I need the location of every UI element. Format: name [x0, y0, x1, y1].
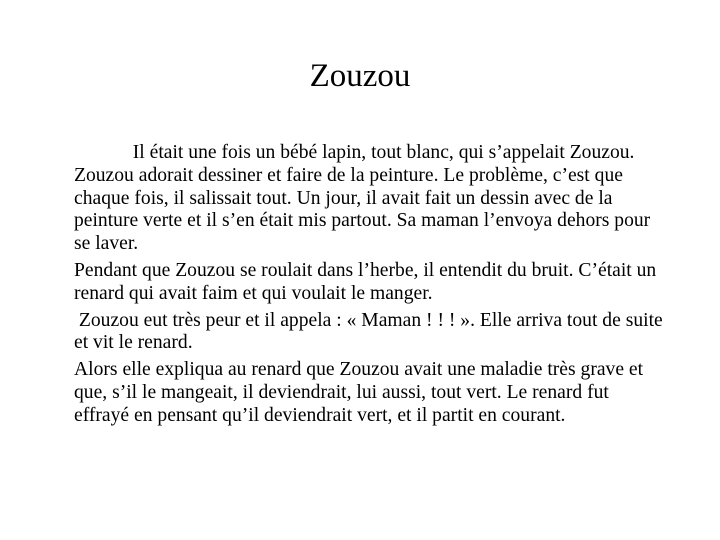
story-text — [74, 142, 668, 432]
story-paragraph: Zouzou eut très peur et il appela : « Maman ! ! ! ». Elle arriva tout de suite et vit le renard. — [74, 309, 668, 354]
story-paragraph: Il était une fois un bébé lapin, tout blanc, qui s’appelait Zouzou. Zouzou adorait dessiner et faire de la peinture. Le problème, c’est que chaque fois, il salissait tout. Un jour, il avait fait un dessin avec de la peinture verte et il s’en était mis partout. Sa maman l’envoya dehors pour se laver. — [74, 142, 656, 255]
page-title: Zouzou — [309, 58, 411, 94]
story-paragraph: Alors elle expliqua au renard que Zouzou avait une maladie très grave et que, s’il le mangeait, il deviendrait, lui aussi, tout vert. Le renard fut effrayé en pensant qu’il deviendrait vert, et il partit en courant. — [74, 359, 648, 426]
story-paragraph: Pendant que Zouzou se roulait dans l’herbe, il entendit du bruit. C’était un renard qui avait faim et qui voulait le manger. — [74, 259, 662, 304]
